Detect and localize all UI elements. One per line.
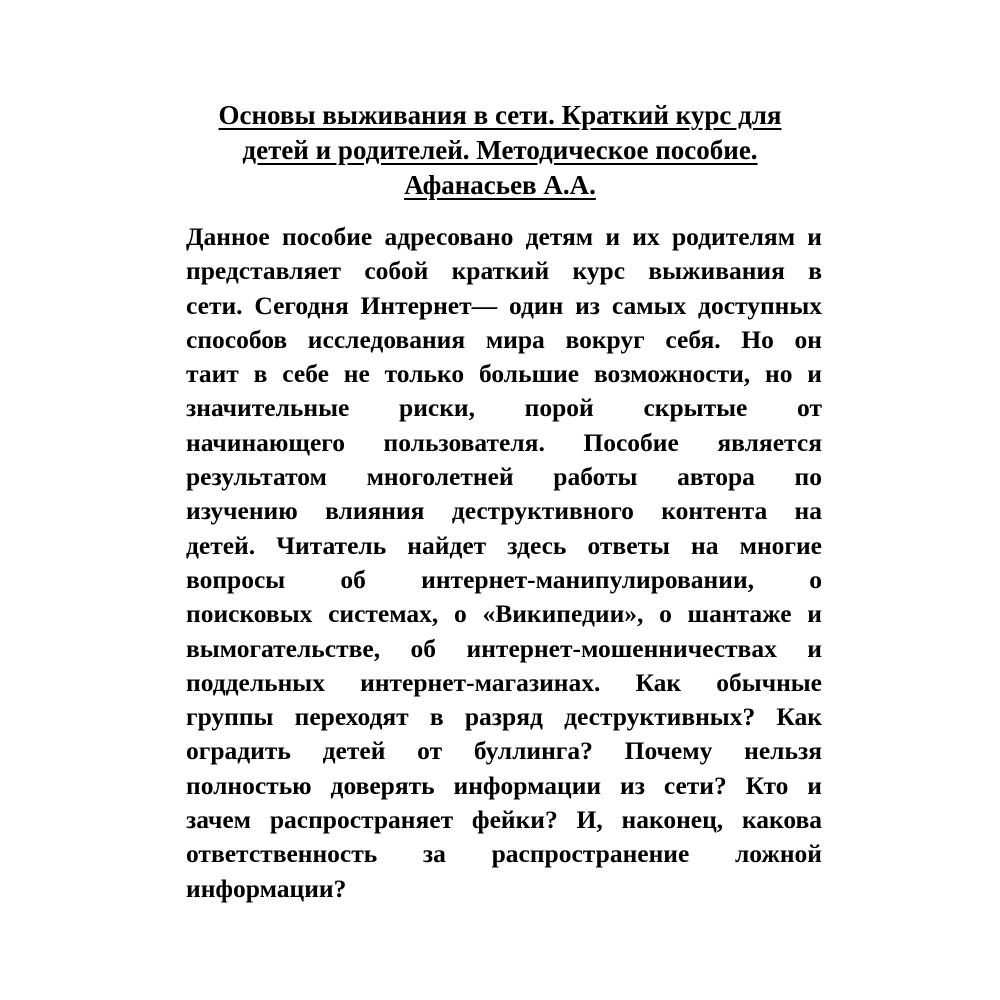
paragraph-line: изучению влияния деструктивного контента на xyxy=(186,496,822,526)
paragraph-line: сети. Сегодня Интернет— один из самых доступных xyxy=(186,290,822,320)
paragraph-line: таит в себе не только большие возможности, но и xyxy=(186,359,822,389)
paragraph-line: полностью доверять информации из сети? Кто и xyxy=(186,770,822,800)
paragraph-line: вопросы об интернет-манипулировании, о xyxy=(186,564,822,594)
paragraph-line: Данное пособие адресовано детям и их родителям и xyxy=(186,222,822,251)
paragraph-line: оградить детей от буллинга? Почему нельзя xyxy=(186,736,822,766)
paragraph-line: детей. Читатель найдет здесь ответы на многие xyxy=(186,530,822,560)
paragraph-line: зачем распространяет фейки? И, наконец, какова xyxy=(186,805,822,835)
paragraph-line: представляет собой краткий курс выживания в xyxy=(186,256,822,286)
paragraph-line-last: информации? xyxy=(186,873,347,903)
paragraph-line: поисковых системах, о «Википедии», о шантаже и xyxy=(186,599,822,629)
title-author-line: Афанасьев А.А. xyxy=(404,170,596,200)
paragraph-line: вымогательстве, об интернет-мошенничествах и xyxy=(186,633,822,663)
description-paragraph xyxy=(186,220,822,906)
document-title xyxy=(150,98,850,203)
paragraph-line: результатом многолетней работы автора по xyxy=(186,462,822,492)
paragraph-line: значительные риски, порой скрытые от xyxy=(186,393,822,423)
title-line: Основы выживания в сети. Краткий курс для xyxy=(218,100,782,130)
paragraph-line: ответственность за распространение ложной xyxy=(186,839,822,869)
paragraph-line: начинающего пользователя. Пособие является xyxy=(186,427,822,457)
paragraph-line: группы переходят в разряд деструктивных? Как xyxy=(186,702,822,732)
title-line: детей и родителей. Методическое пособие. xyxy=(242,135,758,165)
paragraph-line: поддельных интернет-магазинах. Как обычные xyxy=(186,667,822,697)
paragraph-line: способов исследования мира вокруг себя. Но он xyxy=(186,324,822,354)
